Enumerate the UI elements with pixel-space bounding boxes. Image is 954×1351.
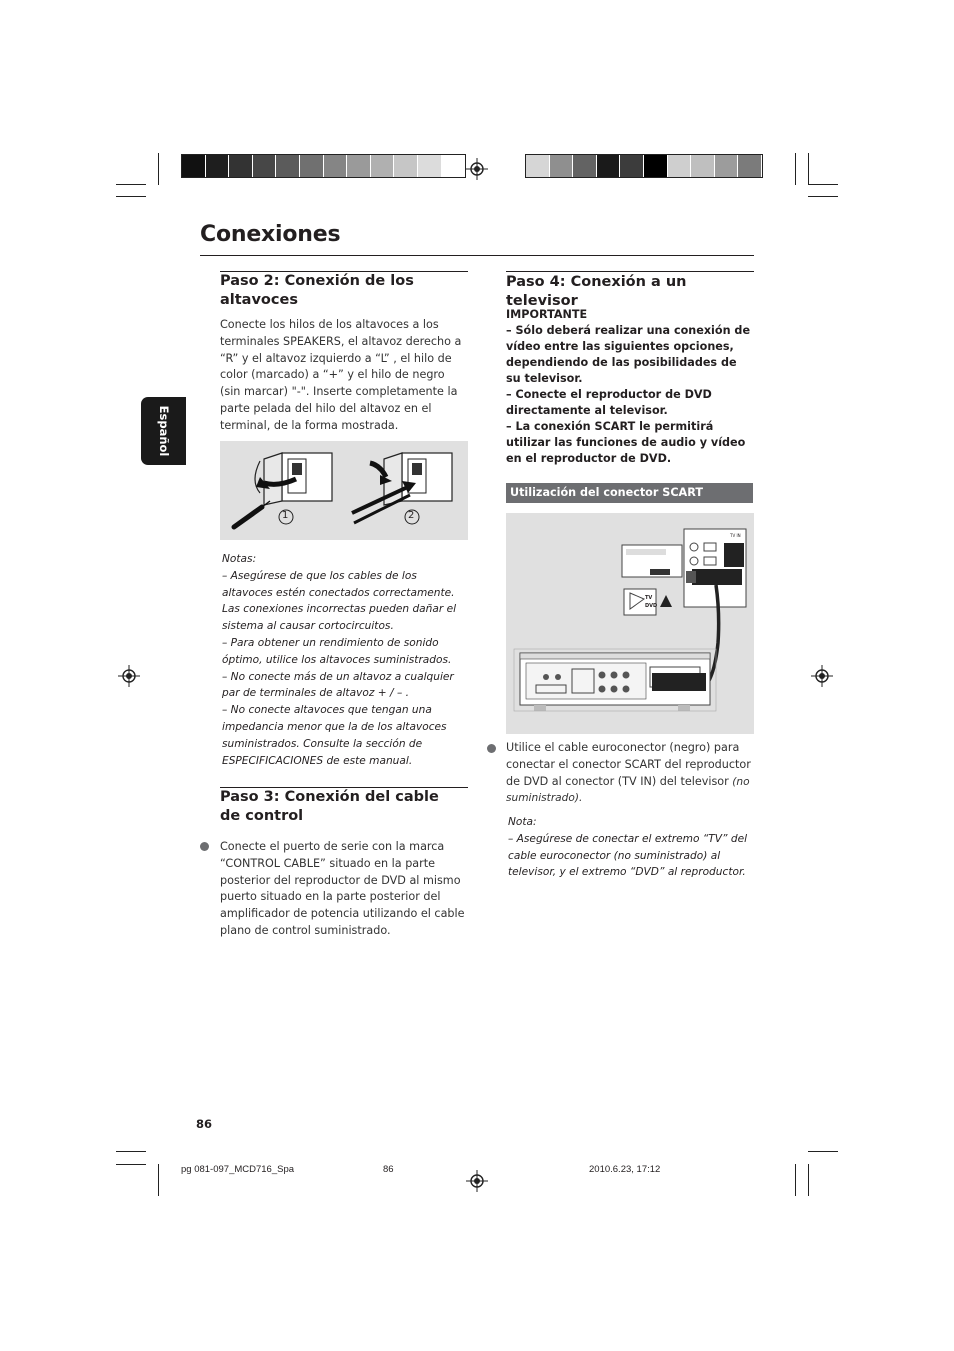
crop-mark: [795, 153, 796, 185]
language-tab-label: Español: [156, 405, 171, 457]
scart-connection-figure: [506, 513, 754, 734]
note-item: – Para obtener un rendimiento de sonido óptimo, utilice los altavoces suministrados.: [222, 636, 452, 666]
scart-instruction-text: Utilice el cable euroconector (negro) para conectar el conector SCART del reproductor de DVD al conector (TV IN) del televisor: [506, 741, 751, 788]
scart-section-bar: Utilización del conector SCART: [506, 483, 753, 503]
scart-instruction: [506, 740, 756, 807]
crop-mark: [116, 184, 146, 185]
color-swatch: [691, 155, 715, 177]
color-swatch: [182, 155, 206, 177]
color-swatch: [620, 155, 644, 177]
registration-mark-icon: [118, 665, 140, 687]
crop-mark: [116, 1151, 146, 1152]
crop-mark: [808, 184, 838, 185]
color-swatch: [276, 155, 300, 177]
color-swatch: [371, 155, 395, 177]
scart-instruction-italic: (no suministrado).: [506, 775, 750, 805]
important-line: – Conecte el reproductor de DVD directamente al televisor.: [506, 388, 712, 417]
color-swatch: [550, 155, 574, 177]
note-item: – No conecte altavoces que tengan una impedancia menor que la de los altavoces suministrados. Consulte la sección de ESPECIFICACIONES de este manual.: [222, 704, 447, 767]
scart-note: [508, 814, 754, 881]
bullet: [200, 842, 209, 851]
footer-page: 86: [383, 1164, 394, 1175]
step3-heading: Paso 3: Conexión del cable de control: [220, 789, 439, 824]
page-number: 86: [196, 1117, 213, 1131]
note-title: Nota:: [508, 816, 537, 828]
crop-mark: [116, 196, 146, 197]
color-swatch: [573, 155, 597, 177]
color-swatch: [418, 155, 442, 177]
important-line: – La conexión SCART le permitirá utilizar las funciones de audio y vídeo en el reproductor de DVD.: [506, 420, 746, 465]
notes-title: Notas:: [222, 553, 257, 565]
language-tab: [141, 397, 186, 465]
step4-heading: Paso 4: Conexión a un televisor: [506, 274, 687, 309]
title-rule: [200, 255, 754, 256]
color-swatch: [715, 155, 739, 177]
crop-mark: [808, 1151, 838, 1152]
crop-mark: [808, 196, 838, 197]
important-block: [506, 307, 754, 467]
speaker-terminal-figure: [220, 441, 468, 540]
step2-heading: Paso 2: Conexión de los altavoces: [220, 273, 414, 308]
color-swatch: [597, 155, 621, 177]
crop-mark: [808, 153, 809, 185]
color-swatch: [394, 155, 418, 177]
figure-label-1: 1: [282, 510, 289, 521]
step2-text: Conecte los hilos de los altavoces a los terminales SPEAKERS, el altavoz derecho a “R” y el altavoz izquierdo a “L” , el hilo de color (marcado) a “+” y el hilo de negro (sin marcar) "-". Inserte completamente la parte pelada del hilo del altavoz en el terminal, de la forma mostrada.: [220, 318, 462, 432]
dvd-label: DVD: [645, 603, 658, 609]
tv-in-label: TV IN: [730, 533, 741, 538]
color-swatch: [206, 155, 230, 177]
figure-label-2: 2: [408, 510, 415, 521]
step3-text: Conecte el puerto de serie con la marca “CONTROL CABLE” situado en la parte posterior del reproductor de DVD al mismo puerto situado en la parte posterior del amplificador de potencia utilizando el cable plano de control suministrado.: [220, 840, 465, 937]
step2-notes: [222, 551, 468, 769]
color-swatch: [644, 155, 668, 177]
color-bar-right: [525, 154, 763, 178]
important-line: – Sólo deberá realizar una conexión de vídeo entre las siguientes opciones, dependiendo de las posibilidades de su televisor.: [506, 324, 751, 385]
page-title: Conexiones: [200, 222, 341, 247]
color-swatch: [324, 155, 348, 177]
tv-label: TV: [645, 595, 653, 601]
color-bar-left: [181, 154, 466, 178]
note-item: – Asegúrese de que los cables de los altavoces estén conectados correctamente. Las conexiones incorrectas pueden dañar el sistema al causar cortocircuitos.: [222, 569, 457, 633]
footer-date: 2010.6.23, 17:12: [589, 1164, 661, 1175]
note-item: – No conecte más de un altavoz a cualquier par de terminales de altavoz + / – .: [222, 670, 454, 700]
scart-connection-illustration: [506, 513, 754, 734]
note-item: – Asegúrese de conectar el extremo “TV” del cable euroconector (no suministrado) al televisor, y el extremo “DVD” al reproductor.: [508, 832, 748, 879]
color-swatch: [442, 155, 466, 177]
color-swatch: [347, 155, 371, 177]
color-swatch: [668, 155, 692, 177]
color-swatch: [253, 155, 277, 177]
crop-mark: [795, 1164, 796, 1196]
crop-mark: [158, 153, 159, 185]
registration-mark-icon: [466, 1170, 488, 1192]
section-rule: [506, 271, 754, 272]
footer-file: pg 081-097_MCD716_Spa: [181, 1164, 295, 1175]
crop-mark: [808, 1164, 809, 1196]
crop-mark: [116, 1164, 146, 1165]
color-swatch: [300, 155, 324, 177]
color-swatch: [738, 155, 762, 177]
color-swatch: [229, 155, 253, 177]
important-title: IMPORTANTE: [506, 308, 588, 321]
bullet: [487, 744, 496, 753]
speaker-terminal-illustration: [220, 441, 468, 540]
color-swatch: [526, 155, 550, 177]
crop-mark: [158, 1164, 159, 1196]
registration-mark-icon: [466, 158, 488, 180]
registration-mark-icon: [811, 665, 833, 687]
